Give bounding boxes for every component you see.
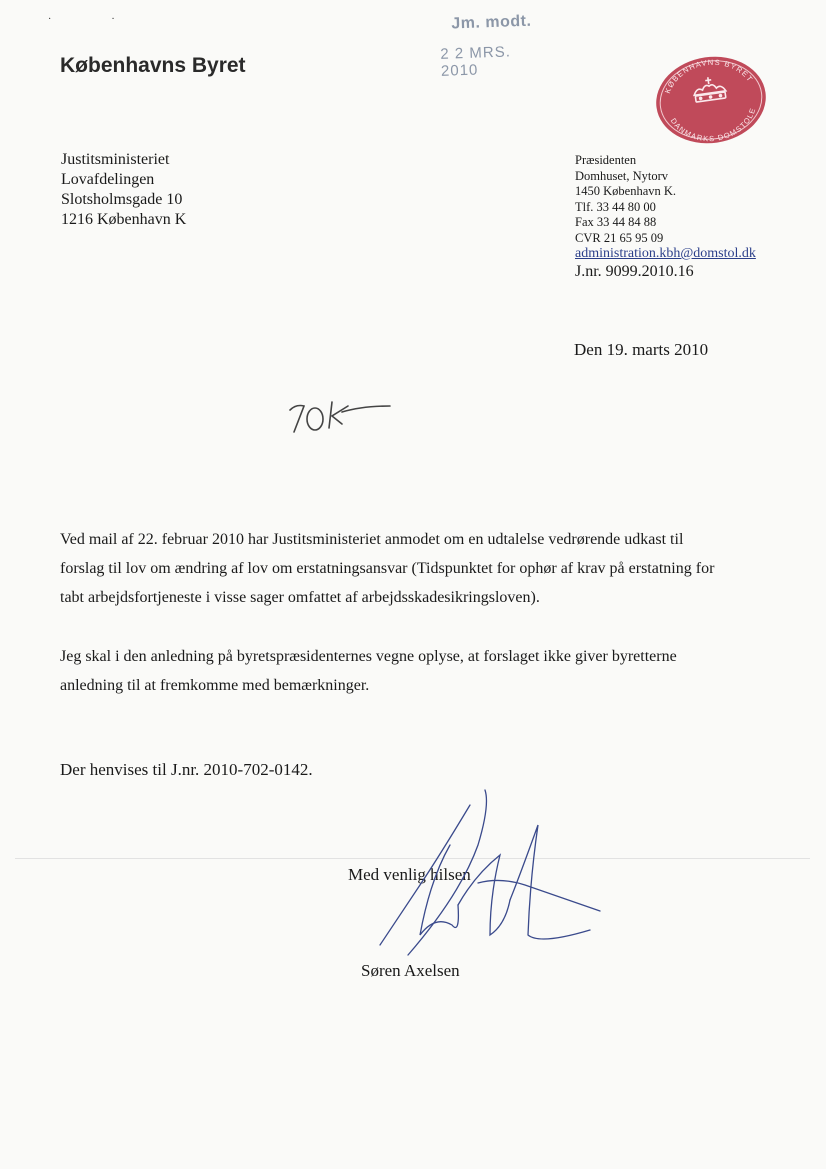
body-paragraph-reference: Der henvises til J.nr. 2010-702-0142. — [60, 760, 313, 779]
received-stamp-line1: Jm. modt. — [451, 12, 532, 33]
sender-cvr: CVR 21 65 95 09 — [575, 230, 664, 245]
seal-top-text: KØBENHAVNS BYRET — [662, 57, 755, 95]
body-line: Jeg skal i den anledning på byretspræsidenternes vegne oplyse, at forslaget ikke giver byretterne — [60, 648, 677, 665]
sender-address-line: 1450 København K. — [575, 184, 677, 198]
recipient-line: Lovafdelingen — [61, 171, 155, 188]
seal-bottom-text: DANMARKS DOMSTOLE — [668, 106, 758, 144]
body-line: Ved mail af 22. februar 2010 har Justitsministeriet anmodet om en udtalelse vedrørende udkast til — [60, 531, 684, 548]
body-line: anledning til at fremkomme med bemærkninger. — [60, 677, 370, 694]
handwritten-signature — [360, 785, 610, 965]
recipient-line: 1216 København K — [61, 211, 187, 228]
sender-address-line: Domhuset, Nytorv — [575, 168, 669, 183]
letter-date: Den 19. marts 2010 — [574, 340, 709, 359]
handwritten-note-70k — [282, 388, 392, 438]
recipient-line: Slotsholmsgade 10 — [61, 191, 183, 208]
sender-block — [575, 153, 756, 282]
closing-greeting: Med venlig hilsen — [348, 865, 471, 884]
sender-email-link[interactable]: administration.kbh@domstol.dk — [575, 246, 756, 261]
sender-title: Præsidenten — [575, 153, 637, 167]
court-name: Københavns Byret — [60, 54, 246, 77]
body-line: forslag til lov om ændring af lov om erstatningsansvar (Tidspunktet for ophør af krav på erstatning for — [60, 560, 715, 577]
recipient-line: Justitsministeriet — [61, 151, 170, 168]
body-line: tabt arbejdsfortjeneste i visse sager omfattet af arbejdsskadesikringsloven). — [60, 589, 540, 606]
sender-phone: Tlf. 33 44 80 00 — [575, 199, 656, 214]
scan-specks: · · — [48, 14, 115, 25]
body-paragraph-response — [60, 642, 760, 700]
received-stamp-date: 2 2 MRS. 2010 — [440, 43, 512, 80]
body-paragraph-request — [60, 525, 760, 612]
court-seal-stamp — [648, 48, 773, 153]
sender-journal-number: J.nr. 9099.2010.16 — [575, 262, 694, 280]
recipient-address — [61, 150, 186, 230]
received-stamp — [437, 12, 549, 80]
signer-name: Søren Axelsen — [361, 961, 460, 980]
sender-fax: Fax 33 44 84 88 — [575, 215, 657, 229]
